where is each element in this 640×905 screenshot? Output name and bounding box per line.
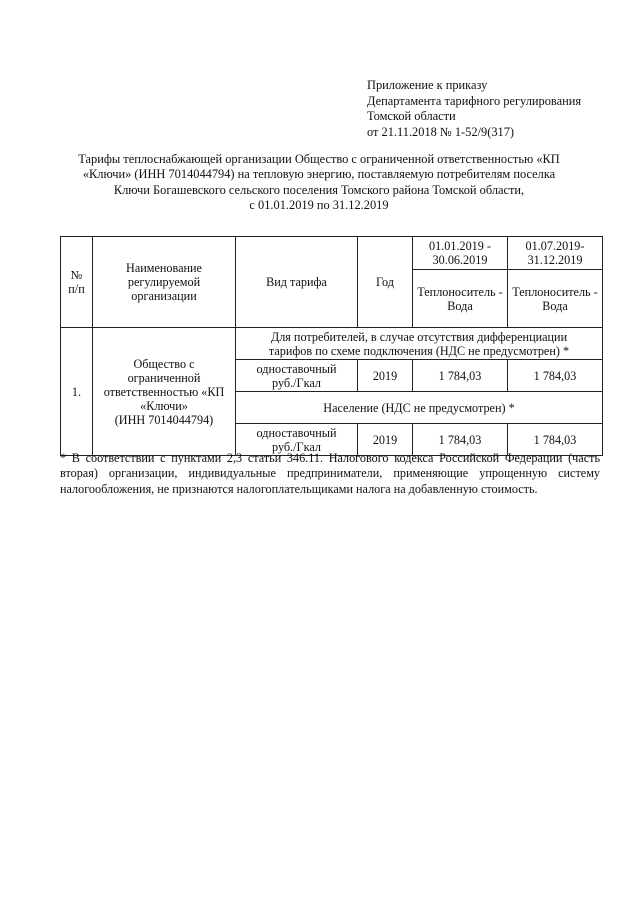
- tariff-value-cell: 1 784,03: [508, 360, 603, 392]
- header-tariff-type: Вид тарифа: [236, 237, 358, 328]
- appendix-line: Приложение к приказу: [367, 78, 488, 92]
- appendix-line: Томской области: [367, 109, 456, 124]
- header-period-1: 01.01.2019 - 30.06.2019: [413, 237, 508, 270]
- appendix-order-date: от 21.11.2018 № 1-52/9(317): [367, 124, 515, 139]
- title-line: Ключи Богашевского сельского поселения Томского района Томской области,: [113, 182, 525, 197]
- tariff-type-cell: одноставочный руб./Гкал: [236, 424, 358, 456]
- header-medium-1: Теплоноситель - Вода: [413, 270, 508, 328]
- tax-footnote: * В соответствии с пунктами 2,3 статьи 346.11. Налогового кодекса Российской Федерации (часть вторая) организации, индивидуальные предприниматели, применяющие упрощенную систему налогообложения, не признаются налогоплательщиками налога на добавленную стоимость.: [60, 451, 600, 496]
- header-org-name: Наименование регулируемой организации: [93, 237, 236, 328]
- title-line: Тарифы теплоснабжающей организации Общество с ограниченной ответственностью «КП: [78, 152, 560, 166]
- document-title: [60, 152, 578, 214]
- title-line: «Ключи» (ИНН 7014044794) на тепловую энергию, поставляемую потребителям поселка: [82, 167, 556, 182]
- section-heading: Население (НДС не предусмотрен) *: [236, 392, 603, 424]
- header-period-2: 01.07.2019- 31.12.2019: [508, 237, 603, 270]
- tariff-value-cell: 1 784,03: [413, 360, 508, 392]
- row-number: 1.: [61, 328, 93, 456]
- header-medium-2: Теплоноситель - Вода: [508, 270, 603, 328]
- title-period: с 01.01.2019 по 31.12.2019: [249, 198, 389, 213]
- tariff-value-cell: 1 784,03: [508, 424, 603, 456]
- org-name-cell: Общество с ограниченной ответственностью «КП «Ключи» (ИНН 7014044794): [93, 328, 236, 456]
- table-header-row: [61, 237, 603, 270]
- section-heading: Для потребителей, в случае отсутствия дифференциации тарифов по схеме подключения (НДС не предусмотрен) *: [236, 328, 603, 360]
- year-cell: 2019: [358, 424, 413, 456]
- tariff-value-cell: 1 784,03: [413, 424, 508, 456]
- table-section-row: [61, 328, 603, 360]
- year-cell: 2019: [358, 360, 413, 392]
- header-number: № п/п: [61, 237, 93, 328]
- tariff-table: [60, 236, 603, 456]
- appendix-line: Департамента тарифного регулирования: [367, 93, 582, 108]
- appendix-block: [367, 78, 581, 140]
- header-year: Год: [358, 237, 413, 328]
- tariff-type-cell: одноставочный руб./Гкал: [236, 360, 358, 392]
